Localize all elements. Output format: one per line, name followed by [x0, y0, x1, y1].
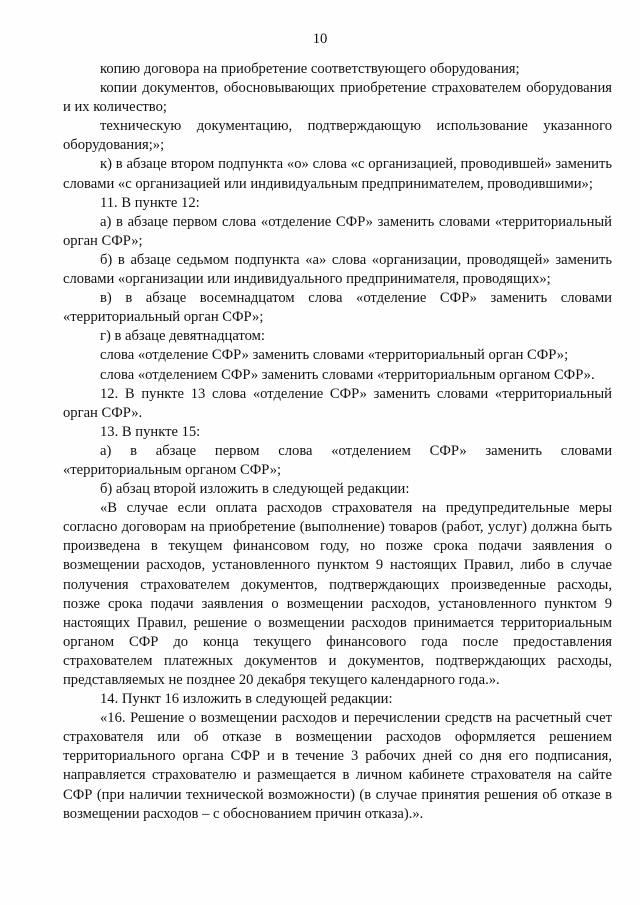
paragraph: а) в абзаце первом слова «отделением СФР» заменить словами «территориальным органом СФР»; [63, 442, 612, 478]
paragraph: б) абзац второй изложить в следующей редакции: [100, 481, 410, 498]
paragraph: г) в абзаце девятнадцатом: [100, 328, 265, 345]
paragraph: 14. Пункт 16 изложить в следующей редакции: [100, 691, 393, 708]
page-number: 10 [312, 31, 328, 47]
paragraph: «В случае если оплата расходов страхователя на предупредительные меры согласно договорам на приобретение (выполнение) товаров (работ, услуг) должна быть произведена в текущем финансовом году, но позже срока подачи заявления о возмещении расходов, установленного пунктом 9 настоящих Правил, либо в случае получения страхователем документов, подтверждающих произведенные расходы, позже срока подачи заявления о возмещении расходов, установленного пунктом 9 настоящих Правил, решение о возмещении расходов принимается территориальным органом СФР до конца текущего финансового года после предоставления страхователем платежных документов и документов, подтверждающих расходы, представляемых не позднее 20 декабря текущего календарного года.». [63, 500, 612, 688]
paragraph: копии документов, обосновывающих приобретение страхователем оборудования и их количество; [63, 80, 612, 116]
paragraph: в) в абзаце восемнадцатом слова «отделение СФР» заменить словами «территориальный орган СФР»; [63, 290, 612, 326]
paragraph: техническую документацию, подтверждающую использование указанного оборудования;»; [63, 118, 612, 154]
paragraph: слова «отделением СФР» заменить словами «территориальным органом СФР». [100, 366, 595, 383]
paragraph: 11. В пункте 12: [100, 194, 200, 211]
paragraph: а) в абзаце первом слова «отделение СФР» заменить словами «территориальный орган СФР»; [63, 213, 612, 249]
paragraph: 13. В пункте 15: [100, 423, 201, 440]
paragraph: б) в абзаце седьмом подпункта «а» слова «организации, проводящей» заменить словами «организации или индивидуального предпринимателя, проводящих»; [63, 251, 612, 288]
document-body [63, 60, 612, 824]
paragraph: 12. В пункте 13 слова «отделение СФР» заменить словами «территориальный орган СФР». [63, 385, 612, 421]
paragraph: к) в абзаце втором подпункта «о» слова «с организацией, проводившей» заменить словами «с организацией или индивидуальным предпринимателем, проводившими»; [63, 156, 612, 192]
paragraph: «16. Решение о возмещении расходов и перечислении средств на расчетный счет страхователя или об отказе в возмещении расходов оформляется решением территориального органа СФР и в течение 3 рабочих дней со дня его подписания, направляется страхователю и размещается в личном кабинете страхователя на сайте СФР (при наличии технической возможности) (в случае принятия решения об отказе в возмещении расходов – с обоснованием причин отказа).». [63, 710, 612, 822]
paragraph: копию договора на приобретение соответствующего оборудования; [100, 61, 520, 77]
paragraph: слова «отделение СФР» заменить словами «территориальный орган СФР»; [100, 347, 569, 364]
